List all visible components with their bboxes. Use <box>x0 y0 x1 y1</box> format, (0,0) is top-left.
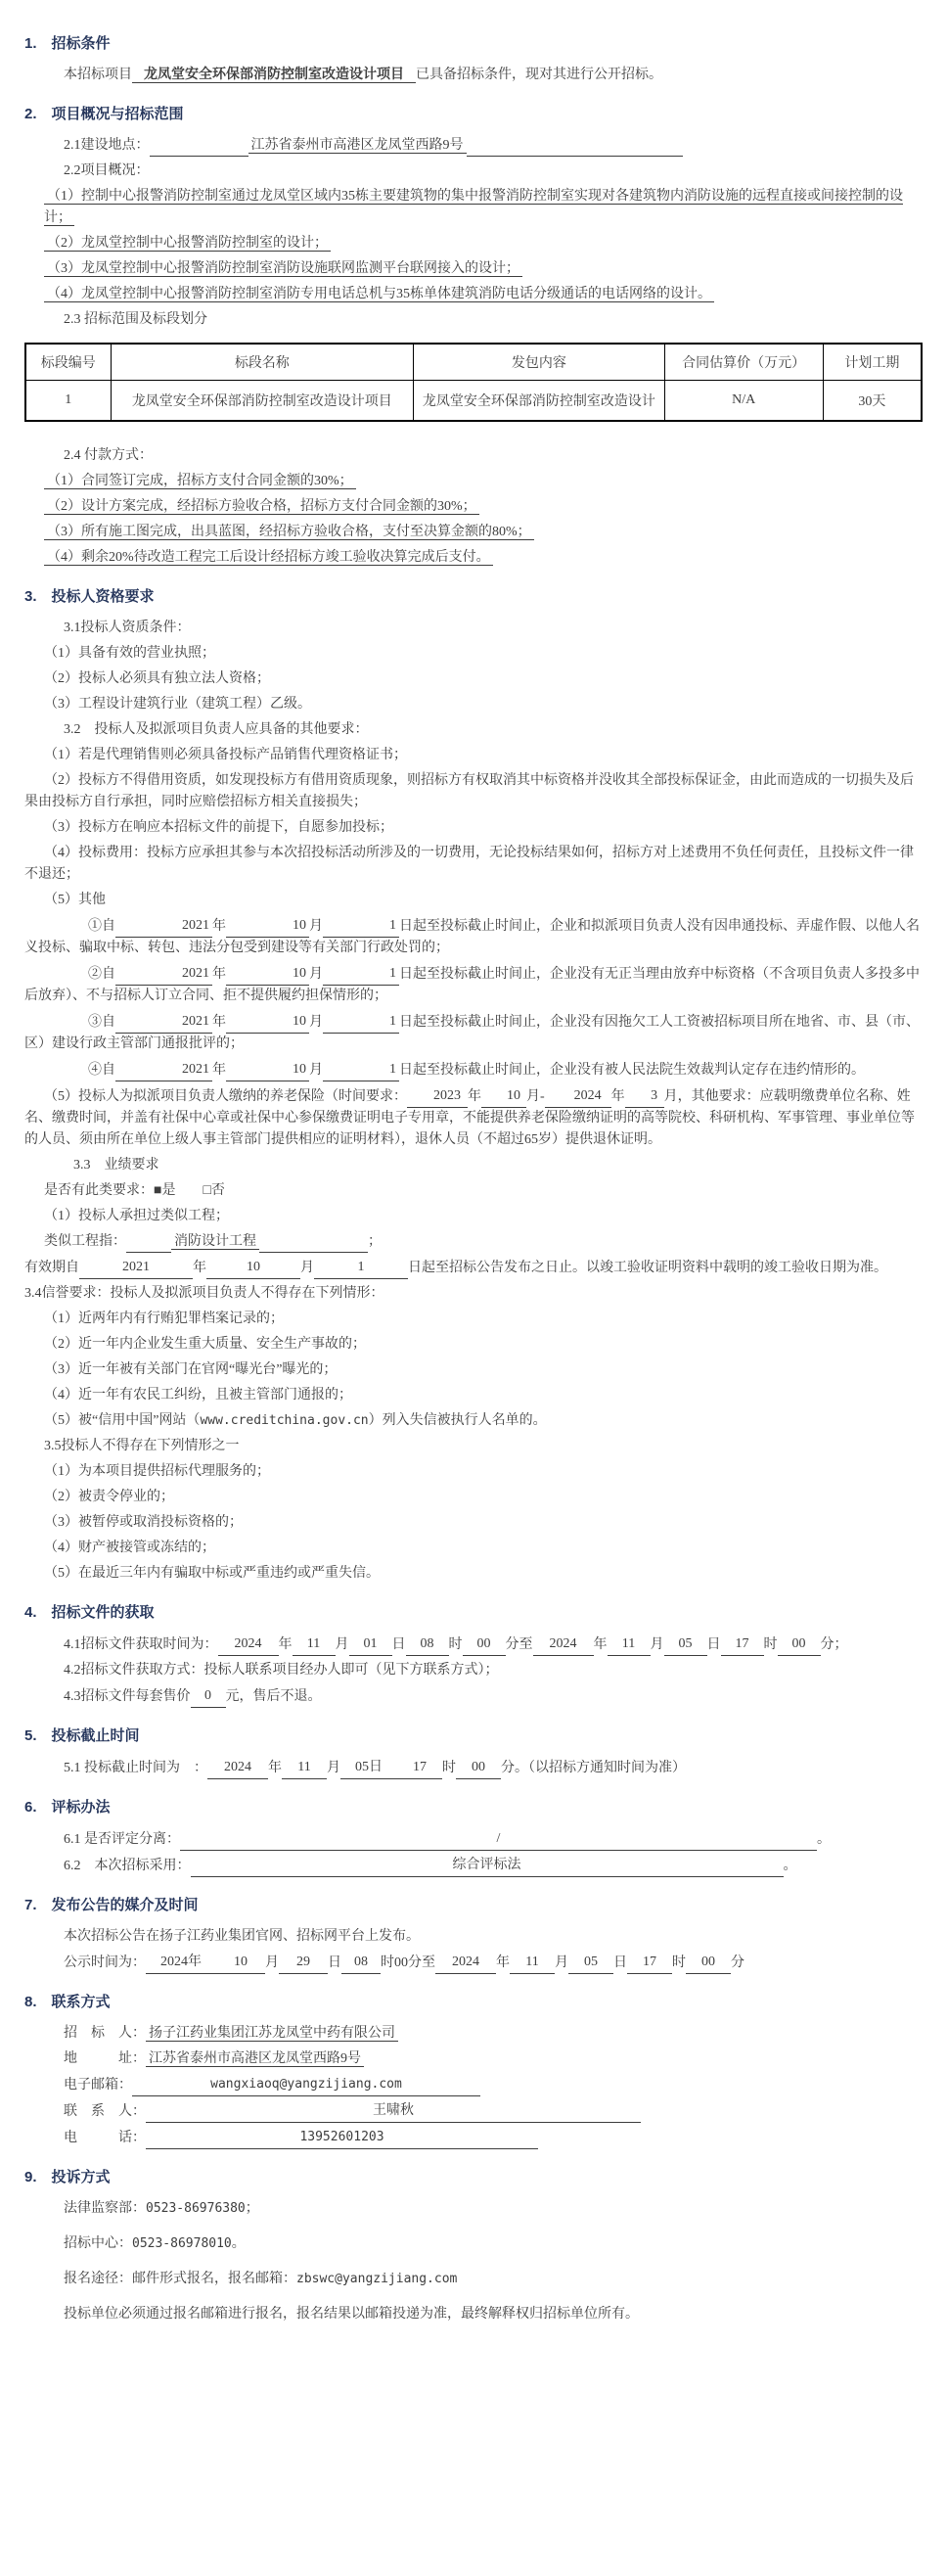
text-segment: 日 <box>391 1637 406 1652</box>
text-segment: 月 <box>309 967 323 982</box>
text-segment: 2021 <box>115 1011 212 1034</box>
text-segment: ； <box>245 2201 259 2216</box>
text-segment: 0523-86976380 <box>146 2201 246 2216</box>
text-segment: 00 <box>456 1757 501 1779</box>
text-segment: 年 <box>278 1637 293 1652</box>
doc-line <box>24 1011 923 1055</box>
text-segment: 日 <box>328 1955 341 1970</box>
doc-line <box>24 1257 923 1279</box>
text-segment: 公示时间为： <box>64 1955 146 1970</box>
text-segment: 4.1招标文件获取时间为： <box>64 1637 218 1652</box>
bid-sections-table <box>24 343 923 422</box>
text-segment: 年 <box>468 1089 481 1104</box>
text-segment: 分 <box>731 1955 744 1970</box>
text-segment: 综合评标法 <box>191 1855 784 1877</box>
text-segment: 元，售后不退。 <box>225 1689 322 1704</box>
text-segment: 月 <box>335 1637 349 1652</box>
text-segment: 月 <box>650 1637 664 1652</box>
text-segment: （3）投标方在响应本招标文件的前提下，自愿参加投标； <box>44 820 393 835</box>
text-segment: （3）被暂停或取消投标资格的； <box>44 1515 243 1530</box>
text-segment: 17 <box>721 1633 764 1656</box>
text-segment: 本次招标公告在扬子江药业集团官网、招标网平台上发布。 <box>64 1929 420 1944</box>
doc-line <box>24 1309 923 1330</box>
text-segment: 年 <box>212 1063 226 1078</box>
doc-line <box>24 1283 923 1305</box>
text-segment: 2023 <box>407 1085 468 1108</box>
section-title: 发布公告的媒介及时间 <box>51 1897 199 1913</box>
text-segment: 2021 <box>115 963 212 986</box>
table-header-cell: 合同估算价（万元） <box>664 344 823 381</box>
text-segment: 10 <box>216 1952 265 1974</box>
section-number: 8. <box>24 1994 37 2010</box>
text-segment: 10 <box>206 1257 300 1279</box>
text-segment: 3.2 投标人及拟派项目负责人应具备的其他要求： <box>64 722 369 737</box>
text-segment: 法律监察部： <box>64 2201 146 2216</box>
text-segment: （2）设计方案完成，经招标方验收合格，招标方支付合同金额的30%； <box>44 499 479 515</box>
text-segment: （1）具备有效的营业执照； <box>44 646 215 661</box>
text-segment: （5）被“信用中国”网站（ <box>44 1413 201 1428</box>
text-segment: 2021 <box>115 915 212 938</box>
text-segment: 2024 <box>207 1757 268 1779</box>
text-segment: 1 <box>323 963 399 986</box>
text-segment: / <box>180 1828 817 1851</box>
text-segment: 11 <box>510 1952 555 1974</box>
doc-line <box>24 1359 923 1381</box>
text-segment: 3.1投标人资质条件： <box>64 621 191 635</box>
text-segment: www.creditchina.gov.cn <box>200 1413 369 1428</box>
text-segment: 电 话： <box>64 2131 146 2145</box>
text-segment: 13952601203 <box>146 2127 538 2149</box>
text-segment: 00 <box>686 1952 731 1974</box>
text-segment: 17 <box>397 1757 442 1779</box>
section-number: 1. <box>24 35 37 52</box>
text-segment: 年 <box>212 967 226 982</box>
text-segment: 月 <box>265 1955 279 1970</box>
text-segment: （1）为本项目提供招标代理服务的； <box>44 1464 270 1479</box>
section-heading <box>24 1725 923 1747</box>
section-title: 联系方式 <box>51 1994 111 2010</box>
doc-line <box>24 309 923 331</box>
doc-line <box>24 2198 923 2220</box>
text-segment: 月 <box>309 919 323 934</box>
text-segment: （4）龙凤堂控制中心报警消防控制室消防专用电话总机与35栋单体建筑消防电话分级通话的电话网络的设计。 <box>44 287 714 302</box>
text-segment: 日起至投标截止时间止，企业没有因拖欠工人工资被招标项目所在地省、市、县（市、区）建设行政主管部门通报批评的； <box>24 1015 920 1051</box>
table-cell: 1 <box>25 381 111 422</box>
doc-line <box>24 843 923 886</box>
doc-line <box>24 258 923 280</box>
text-segment: 年 <box>212 1015 226 1030</box>
text-segment: 2024年 <box>146 1952 216 1974</box>
doc-line <box>24 1461 923 1483</box>
text-segment: 05 <box>568 1952 613 1974</box>
text-segment: 17 <box>627 1952 672 1974</box>
text-segment: zbswc@yangzijiang.com <box>296 2272 458 2286</box>
text-segment: 月 <box>327 1761 340 1775</box>
text-segment: （1）投标人承担过类似工程； <box>44 1209 229 1223</box>
doc-line <box>24 668 923 690</box>
text-segment: （1）近两年内有行贿犯罪档案记录的； <box>44 1311 284 1326</box>
doc-line <box>24 1334 923 1356</box>
text-segment: 01 <box>349 1633 392 1656</box>
text-segment: 2.4 付款方式： <box>64 448 153 463</box>
text-segment: ）列入失信被执行人名单的。 <box>368 1413 547 1428</box>
table-cell: 30天 <box>823 381 922 422</box>
text-segment: （5）在最近三年内有骗取中标或严重违约或严重失信。 <box>44 1566 380 1581</box>
section-number: 5. <box>24 1727 37 1744</box>
fill-in-blank <box>150 156 248 157</box>
section-number: 7. <box>24 1897 37 1913</box>
text-segment: 4.3招标文件每套售价 <box>64 1689 191 1704</box>
doc-line <box>24 2074 923 2096</box>
text-segment: 10 <box>481 1085 526 1108</box>
text-segment: 日起至投标截止时间止，企业没有被人民法院生效裁判认定存在违约情形的。 <box>399 1063 865 1078</box>
doc-line <box>24 2023 923 2045</box>
doc-line <box>24 719 923 741</box>
text-segment: 1 <box>323 1011 399 1034</box>
doc-line <box>24 1855 923 1877</box>
text-segment: 2024 <box>435 1952 496 1974</box>
section-title: 投标人资格要求 <box>51 588 155 605</box>
table-cell: 龙凤堂安全环保部消防控制室改造设计 <box>414 381 664 422</box>
text-segment: 王啸秋 <box>146 2100 641 2123</box>
doc-line <box>24 1952 923 1974</box>
text-segment: 08 <box>341 1952 381 1974</box>
doc-line <box>24 1660 923 1681</box>
text-segment: 时 <box>763 1637 778 1652</box>
doc-line <box>24 1563 923 1585</box>
fill-in-blank <box>467 156 683 157</box>
table-header-cell: 标段名称 <box>111 344 414 381</box>
text-segment: 2024 <box>218 1633 279 1656</box>
text-segment: 报名途径：邮件形式报名，报名邮箱： <box>64 2272 296 2286</box>
doc-line <box>24 694 923 715</box>
text-segment: 江苏省泰州市高港区龙凤堂西路9号 <box>248 138 467 154</box>
doc-line <box>24 2304 923 2325</box>
text-segment: 10 <box>226 1059 309 1081</box>
doc-line <box>24 233 923 254</box>
doc-line <box>24 643 923 665</box>
text-segment: 地 址： <box>64 2051 146 2066</box>
text-segment: 年 <box>593 1637 608 1652</box>
text-segment: （1）控制中心报警消防控制室通过龙凤堂区域内35栋主要建筑物的集中报警消防控制室实现对各建筑物内消防设施的远程直接或间接控制的设计； <box>44 189 903 225</box>
text-segment: （5）投标人为拟派项目负责人缴纳的养老保险（时间要求： <box>44 1089 407 1104</box>
text-segment: （5）其他 <box>44 893 106 907</box>
text-segment: 。 <box>817 1832 831 1847</box>
text-segment: 年 <box>496 1955 510 1970</box>
text-segment: ①自 <box>88 919 115 934</box>
table-header-cell: 计划工期 <box>823 344 922 381</box>
doc-line <box>24 1085 923 1151</box>
text-segment: ④自 <box>88 1063 115 1078</box>
section-heading <box>24 104 923 125</box>
section-number: 2. <box>24 106 37 122</box>
doc-line <box>24 890 923 911</box>
section-number: 9. <box>24 2169 37 2185</box>
text-segment: 月 <box>309 1015 323 1030</box>
text-segment: （4）财产被接管或冻结的； <box>44 1541 215 1555</box>
text-segment: 时00分至 <box>381 1955 435 1970</box>
text-segment: 电子邮箱： <box>64 2078 132 2093</box>
text-segment: （2）投标人必须具有独立法人资格； <box>44 671 270 686</box>
doc-line <box>24 2048 923 2070</box>
text-segment: 4.2招标文件获取方式：投标人联系项目经办人即可（见下方联系方式）； <box>64 1663 499 1678</box>
doc-line <box>24 1828 923 1851</box>
table-row <box>25 381 922 422</box>
section-number: 4. <box>24 1604 37 1621</box>
text-segment: （4）投标费用：投标方应承担其参与本次招投标活动所涉及的一切费用，无论投标结果如何，招标方对上述费用不负任何责任，且投标文件一律不退还； <box>24 846 914 882</box>
section-heading <box>24 1797 923 1818</box>
text-segment: （2）近一年内企业发生重大质量、安全生产事故的； <box>44 1337 366 1352</box>
text-segment: 29 <box>279 1952 328 1974</box>
doc-line <box>24 135 923 157</box>
doc-line <box>24 1633 923 1656</box>
text-segment: 11 <box>282 1757 327 1779</box>
doc-line <box>24 186 923 229</box>
text-segment: 2024 <box>545 1085 611 1108</box>
table-cell: N/A <box>664 381 823 422</box>
text-segment: 1 <box>323 915 399 938</box>
text-segment: 年 <box>610 1089 625 1104</box>
text-segment: 10 <box>226 915 309 938</box>
doc-line <box>24 1385 923 1406</box>
text-segment: 日起至投标截止时间止，企业和拟派项目负责人没有因串通投标、弄虚作假、以他人名义投标、骗取中标、转包、违法分包受到建设等有关部门行政处罚的； <box>24 919 920 955</box>
text-segment: 扬子江药业集团江苏龙凤堂中药有限公司 <box>146 2026 398 2042</box>
text-segment: 。 <box>783 1859 797 1873</box>
text-segment: 年 <box>268 1761 282 1775</box>
text-segment: （3）龙凤堂控制中心报警消防控制室消防设施联网监测平台联网接入的设计； <box>44 261 522 277</box>
text-segment: 分至 <box>505 1637 533 1652</box>
doc-line <box>24 1231 923 1253</box>
text-segment: 投标单位必须通过报名邮箱进行报名，报名结果以邮箱投递为准，最终解释权归招标单位所有。 <box>64 2307 639 2322</box>
text-segment: 3.4信誉要求：投标人及拟派项目负责人不得存在下列情形： <box>24 1286 384 1301</box>
text-segment: 联 系 人： <box>64 2104 146 2119</box>
doc-line <box>24 1538 923 1559</box>
section-number: 3. <box>24 588 37 605</box>
text-segment: 2021 <box>115 1059 212 1081</box>
text-segment: 江苏省泰州市高港区龙凤堂西路9号 <box>146 2051 364 2067</box>
text-segment: 月 <box>555 1955 568 1970</box>
text-segment: 月 <box>300 1261 314 1275</box>
text-segment: 2.1建设地点： <box>64 138 150 153</box>
text-segment: 2.2项目概况： <box>64 163 150 178</box>
table-header-cell: 标段编号 <box>25 344 111 381</box>
text-segment: 5.1 投标截止时间为 ： <box>64 1761 207 1775</box>
doc-line <box>24 1410 923 1432</box>
text-segment: 3.3 业绩要求 <box>73 1158 159 1173</box>
text-segment: （3）所有施工图完成，出具蓝图，经招标方验收合格，支付至决算金额的80%； <box>44 525 534 540</box>
text-segment: 3.5投标人不得存在下列情形之一 <box>44 1439 240 1453</box>
doc-line <box>24 522 923 543</box>
text-segment: 1 <box>323 1059 399 1081</box>
text-segment: 招 标 人： <box>64 2026 146 2041</box>
text-segment: 有效期自 <box>24 1261 79 1275</box>
text-segment: 0 <box>191 1685 226 1708</box>
table-body <box>25 381 922 422</box>
text-segment: （2）投标方不得借用资质，如发现投标方有借用资质现象，则招标方有权取消其中标资格并没收其全部投标保证金，由此而造成的一切损失及后果由投标方自行承担，同时应赔偿招标方相关直接损失； <box>24 773 914 809</box>
doc-line <box>24 1757 923 1779</box>
text-segment: 3 <box>625 1085 664 1108</box>
text-segment: 龙凤堂安全环保部消防控制室改造设计项目 <box>132 68 416 83</box>
text-segment: 6.1 是否评定分离： <box>64 1832 180 1847</box>
text-segment: 已具备招标条件，现对其进行公开招标。 <box>416 68 662 82</box>
section-number: 6. <box>24 1799 37 1816</box>
doc-line <box>24 1436 923 1457</box>
text-segment: 本招标项目 <box>64 68 132 82</box>
text-segment: 时 <box>448 1637 463 1652</box>
text-segment: 类似工程指： <box>44 1234 126 1249</box>
text-segment: 月，其他要求：应载明缴费单位名称、姓名、缴费时间，并盖有社保中心章或社保中心参保缴费证明电子专用章，不能提供养老保险缴纳证明的高等院校、科研机构、军事管理、事业单位等的人员、须由所在单位上级人事主管部门提供相应的证明材料），退休人员（不超过65岁）提供退休证明。 <box>24 1089 915 1147</box>
fill-in-blank <box>259 1252 368 1253</box>
doc-line <box>24 770 923 813</box>
text-segment: 11 <box>293 1633 336 1656</box>
doc-line <box>24 1206 923 1227</box>
text-segment: 00 <box>778 1633 821 1656</box>
section-heading <box>24 1602 923 1624</box>
text-segment: （1）合同签订完成，招标方支付合同金额的30%； <box>44 474 356 489</box>
section-title: 投标截止时间 <box>51 1727 140 1744</box>
text-segment: 。 <box>231 2236 246 2251</box>
doc-line <box>24 2269 923 2290</box>
doc-line <box>24 496 923 518</box>
text-segment: 6.2 本次招标采用： <box>64 1859 191 1873</box>
text-segment: wangxiaoq@yangzijiang.com <box>132 2074 480 2096</box>
section-title: 招标文件的获取 <box>51 1604 155 1621</box>
text-segment: （2）龙凤堂控制中心报警消防控制室的设计； <box>44 236 331 252</box>
doc-line <box>24 1059 923 1081</box>
doc-line <box>24 2100 923 2123</box>
text-segment: 2021 <box>79 1257 193 1279</box>
text-segment: 时 <box>442 1761 456 1775</box>
text-segment: 日起至投标截止时间止，企业没有无正当理由放弃中标资格（不含项目负责人多投多中后放弃）、不与招标人订立合同、拒不提供履约担保情形的； <box>24 967 920 1003</box>
text-segment: 消防设计工程 <box>171 1234 259 1250</box>
text-segment: 05 <box>664 1633 707 1656</box>
text-segment: 时 <box>672 1955 686 1970</box>
text-segment: 年 <box>193 1261 206 1275</box>
text-segment: 10 <box>226 963 309 986</box>
text-segment: 分。（以招标方通知时间为准） <box>501 1761 686 1775</box>
section-heading <box>24 586 923 608</box>
text-segment: （3）近一年被有关部门在官网“曝光台”曝光的； <box>44 1362 338 1377</box>
doc-line <box>24 2233 923 2255</box>
doc-line <box>24 1155 923 1176</box>
document-body <box>24 33 923 2325</box>
text-segment: ； <box>368 1234 382 1249</box>
text-segment: 05日 <box>340 1757 397 1779</box>
doc-line <box>24 1685 923 1708</box>
section-title: 项目概况与招标范围 <box>51 106 184 122</box>
text-segment: 年 <box>212 919 226 934</box>
doc-line <box>24 745 923 766</box>
text-segment: （4）剩余20%待改造工程完工后设计经招标方竣工验收决算完成后支付。 <box>44 550 493 566</box>
section-title: 评标办法 <box>51 1799 111 1816</box>
section-title: 投诉方式 <box>51 2169 111 2185</box>
doc-line <box>24 284 923 305</box>
doc-line <box>24 618 923 639</box>
text-segment: 日 <box>613 1955 627 1970</box>
text-segment: ②自 <box>88 967 115 982</box>
text-segment: 日起至招标公告发布之日止。以竣工验收证明资料中载明的竣工验收日期为准。 <box>408 1261 887 1275</box>
text-segment: 月- <box>526 1089 545 1104</box>
text-segment: 1 <box>314 1257 408 1279</box>
doc-line <box>24 2127 923 2149</box>
text-segment: 00 <box>463 1633 506 1656</box>
text-segment: 月 <box>309 1063 323 1078</box>
doc-line <box>24 963 923 1007</box>
section-heading <box>24 1895 923 1916</box>
text-segment: 10 <box>226 1011 309 1034</box>
table-header-row <box>25 344 922 381</box>
text-segment: （3）工程设计建筑行业（建筑工程）乙级。 <box>44 697 311 712</box>
table-cell: 龙凤堂安全环保部消防控制室改造设计项目 <box>111 381 414 422</box>
text-segment: 0523-86978010 <box>132 2236 232 2251</box>
text-segment: 日 <box>706 1637 721 1652</box>
table-header-cell: 发包内容 <box>414 344 664 381</box>
doc-line <box>24 471 923 492</box>
text-segment: 11 <box>608 1633 651 1656</box>
doc-line <box>24 547 923 569</box>
text-segment: （2）被责令停业的； <box>44 1490 174 1504</box>
doc-line <box>24 1180 923 1202</box>
section-heading <box>24 2167 923 2188</box>
section-heading <box>24 33 923 55</box>
doc-line <box>24 817 923 839</box>
table-head <box>25 344 922 381</box>
doc-line <box>24 445 923 467</box>
doc-line <box>24 1926 923 1948</box>
text-segment: 2.3 招标范围及标段划分 <box>64 312 207 327</box>
text-segment: 2024 <box>533 1633 594 1656</box>
text-segment: ③自 <box>88 1015 115 1030</box>
doc-line <box>24 915 923 959</box>
text-segment: 分； <box>820 1637 848 1652</box>
section-heading <box>24 1992 923 2013</box>
doc-line <box>24 161 923 182</box>
text-segment: 招标中心： <box>64 2236 132 2251</box>
text-segment: 是否有此类要求：■是 □否 <box>44 1183 225 1198</box>
doc-line <box>24 1512 923 1534</box>
doc-line <box>24 1487 923 1508</box>
doc-line <box>24 65 923 86</box>
text-segment: （4）近一年有农民工纠纷，且被主管部门通报的； <box>44 1388 352 1403</box>
text-segment: 08 <box>406 1633 449 1656</box>
text-segment: （1）若是代理销售则必须具备投标产品销售代理资格证书； <box>44 748 407 762</box>
fill-in-blank <box>126 1252 171 1253</box>
section-title: 招标条件 <box>51 35 111 52</box>
